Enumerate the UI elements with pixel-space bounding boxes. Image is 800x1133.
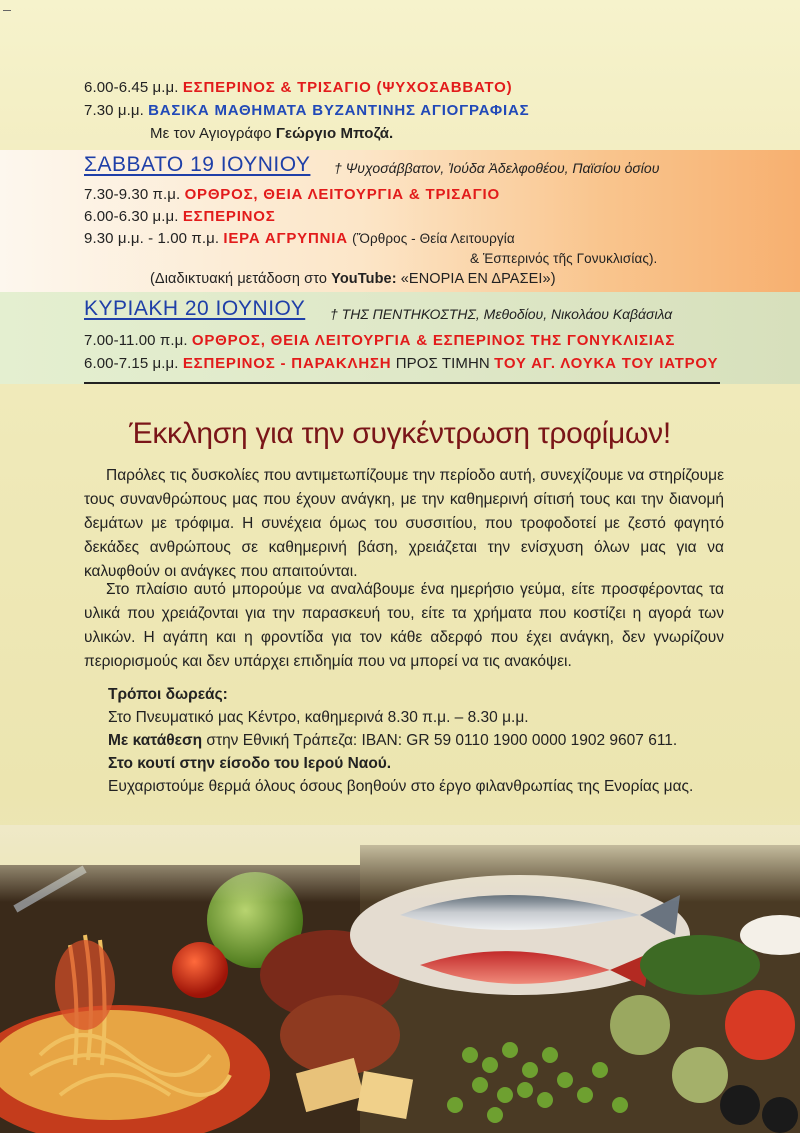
event-title: ΒΑΣΙΚΑ ΜΑΘΗΜΑΤΑ ΒΥΖΑΝΤΙΝΗΣ ΑΓΙΟΓΡΑΦΙΑΣ <box>148 102 530 119</box>
event-time: 7.30-9.30 π.μ. <box>84 186 181 203</box>
saturday-saints: † Ψυχοσάββατον, Ἰούδα Ἀδελφοθέου, Παϊσίου ὁσίου <box>334 160 660 176</box>
schedule-line: 6.00-7.15 μ.μ. ΕΣΠΕΡΙΝΟΣ - ΠΑΡΑΚΛΗΣΗ ΠΡΟΣ ΤΙΜΗΝ ΤΟΥ ΑΓ. ΛΟΥΚΑ ΤΟΥ ΙΑΤΡΟΥ <box>84 355 719 372</box>
event-time: 9.30 μ.μ. - 1.00 π.μ. <box>84 230 220 247</box>
appeal-paragraph: Στο πλαίσιο αυτό μπορούμε να αναλάβουμε ένα ημερήσιο γεύμα, είτε προσφέροντας τα υλικά που χρειάζονται για την παρασκευή του, είτε τα χρήματα που κοστίζει η αγορά των υλικών. Η αγάπη και η φροντίδα για τον κάθε αδερφό που έχει ανάγκη, δεν γνωρίζουν περιορισμούς και δεν υπάρχει επιδημία που να μπορεί να τις ανακόψει. <box>84 581 724 670</box>
sunday-saints: † ΤΗΣ ΠΕΝΤΗΚΟΣΤΗΣ, Μεθοδίου, Νικολάου Καβάσιλα <box>330 306 673 322</box>
schedule-line <box>84 102 529 120</box>
schedule-line <box>84 332 675 350</box>
schedule-note: Με τον Αγιογράφο Γεώργιο Μποζά. <box>150 125 394 142</box>
thanks-text: Ευχαριστούμε θερμά όλους όσους βοηθούν στο έργο φιλανθρωπίας της Ενορίας μας. <box>108 778 694 795</box>
schedule-line <box>84 208 276 226</box>
event-title: ΟΡΘΡΟΣ, ΘΕΙΑ ΛΕΙΤΟΥΡΓΙΑ & ΤΡΙΣΑΓΙΟ <box>184 186 500 203</box>
schedule-line <box>84 186 500 204</box>
event-time: 7.30 μ.μ. <box>84 102 144 119</box>
saturday-date: ΣΑΒΒΑΤΟ 19 ΙΟΥΝΙΟΥ <box>84 153 311 176</box>
event-title: ΟΡΘΡΟΣ, ΘΕΙΑ ΛΕΙΤΟΥΡΓΙΑ & ΕΣΠΕΡΙΝΟΣ ΤΗΣ ΓΟΝΥΚΛΙΣΙΑΣ <box>191 332 676 349</box>
event-title: ΙΕΡΑ ΑΓΡΥΠΝΙΑ <box>223 230 348 247</box>
sunday-date: ΚΥΡΙΑΚΗ 20 ΙΟΥΝΙΟΥ <box>84 297 306 320</box>
donation-method: Στο κουτί στην είσοδο του Ιερού Ναού. <box>108 755 392 772</box>
appeal-heading: Έκκληση για την συγκέντρωση τροφίμων! <box>129 417 671 450</box>
appeal-paragraph: Παρόλες τις δυσκολίες που αντιμετωπίζουμε την περίοδο αυτή, συνεχίζουμε να στηρίζουμε τους συνανθρώπους μας που έχουν ανάγκη, με την καθημερινή σίτισή τους και την διανομή δεμάτων με τρόφιμα. Η συνέχεια όμως του συσσιτίου, που τροφοδοτεί με ζεστό φαγητό δεκάδες ανθρώπους σε καθημερινή βάση, χρειάζεται την ενίσχυση όλων μας για να καλυφθούν οι ανάγκες που απαιτούνται. <box>84 467 724 580</box>
event-time: 7.00-11.00 π.μ. <box>84 332 188 349</box>
event-time: 6.00-7.15 μ.μ. <box>84 355 179 372</box>
iconographer-name: Γεώργιο Μποζά. <box>275 125 394 142</box>
schedule-line <box>84 230 515 248</box>
event-title: ΕΣΠΕΡΙΝΟΣ & ΤΡΙΣΑΓΙΟ (ΨΥΧΟΣΑΒΒΑΤΟ) <box>182 79 513 96</box>
event-title: ΕΣΠΕΡΙΝΟΣ <box>182 208 276 225</box>
event-note: & Ἑσπερινός τῆς Γονυκλισίας). <box>470 251 658 266</box>
food-photo-graphic <box>0 825 800 1133</box>
crop-mark <box>3 10 11 11</box>
divider <box>84 382 720 384</box>
event-title: ΕΣΠΕΡΙΝΟΣ - ΠΑΡΑΚΛΗΣΗ <box>182 355 392 372</box>
event-title: ΤΟΥ ΑΓ. ΛΟΥΚΑ ΤΟΥ ΙΑΤΡΟΥ <box>494 355 719 372</box>
donation-method: Στο Πνευματικό μας Κέντρο, καθημερινά 8.30 π.μ. – 8.30 μ.μ. <box>108 709 529 726</box>
top-section <box>0 0 800 150</box>
event-time: 6.00-6.45 μ.μ. <box>84 79 179 96</box>
food-illustration <box>0 825 800 1133</box>
schedule-line <box>84 79 512 97</box>
donation-method: Με κατάθεση στην Εθνική Τράπεζα: IBAN: GR 59 0110 1900 0000 1902 9607 611. <box>108 732 678 749</box>
broadcast-note: (Διαδικτυακή μετάδοση στο YouTube: «ΕΝΟΡΙΑ ΕΝ ΔΡΑΣΕΙ») <box>150 271 556 287</box>
youtube-label: YouTube: <box>331 271 397 287</box>
event-time: 6.00-6.30 μ.μ. <box>84 208 179 225</box>
iban-text: στην Εθνική Τράπεζα: IBAN: GR 59 0110 1900 0000 1902 9607 611. <box>206 732 678 749</box>
donation-title: Τρόποι δωρεάς: <box>108 686 228 703</box>
event-note: (Ὄρθρος - Θεία Λειτουργία <box>352 231 515 246</box>
